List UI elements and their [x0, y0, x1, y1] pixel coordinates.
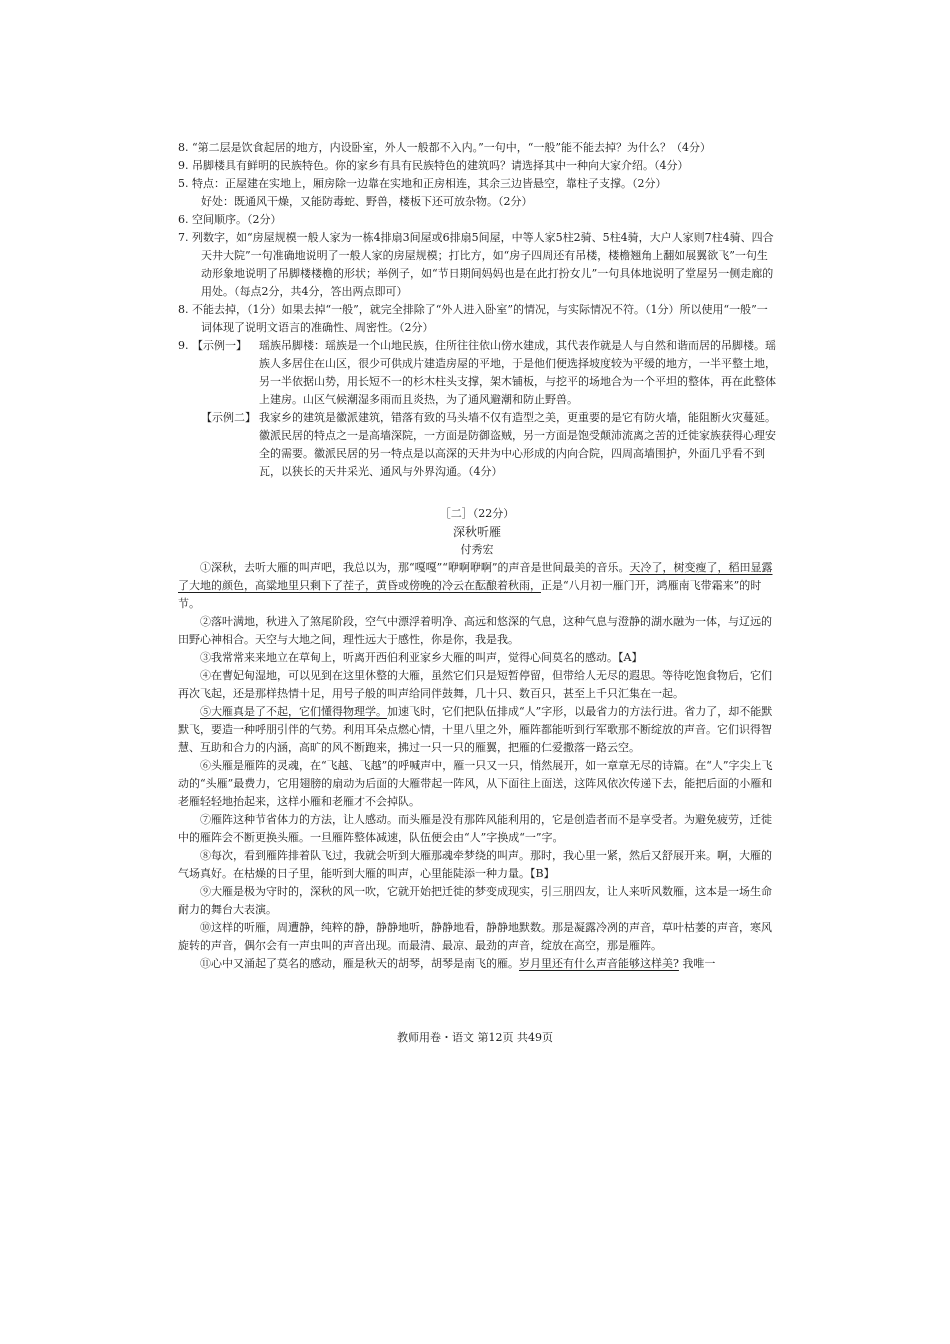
p11-text-a: ⑪心中又涌起了莫名的感动，雁是秋天的胡琴，胡琴是南飞的雁。	[200, 957, 519, 970]
example-2-body: 我家乡的建筑是徽派建筑，错落有致的马头墙不仅有造型之美，更重要的是它有防火墙，能阻断火灾蔓延。徽派民居的特点之一是高墙深院，一方面是防御盗贼，另一方面是饱受颠沛流离之苦的迁徙家族获得心理安全的需要。徽派民居的另一特点是以高深的天井为中心形成的内向合院，四周高墙围护，外面几乎看不到瓦，以狭长的天井采光、通风与外界沟通。（4分）	[259, 411, 776, 478]
answer-8: 8. 不能去掉，（1分）如果去掉“一般”，就完全排除了“外人进入卧室”的情况，与实际情况不符。（1分）所以使用“一般”一词体现了说明文语言的准确性、周密性。（2分）	[178, 303, 768, 334]
example-1-tag: 9. 【示例一】	[178, 339, 247, 352]
p11-underlined: 岁月里还有什么声音能够这样美?	[519, 957, 679, 970]
paragraph-10: ⑩这样的听雁，周遭静，纯粹的静，静静地听，静静地看，静静地默数。那是凝露冷冽的声音，草叶枯萎的声音，寒风旋转的声音，偶尔会有一声虫叫的声音出现。而最清、最凉、最劲的声音，绽放在高空，那是雁阵。	[178, 921, 772, 952]
answers-block	[178, 175, 776, 481]
answer-6: 6. 空间顺序。（2分）	[178, 213, 282, 226]
section-header: ［二］（22分）	[439, 507, 515, 520]
article-body	[178, 559, 776, 973]
paragraph-9: ⑨大雁是极为守时的，深秋的风一吹，它就开始把迁徙的梦变成现实，引三朋四友，让人来听风数雁，这本是一场生命耐力的舞台大表演。	[178, 885, 772, 916]
paragraph-11	[178, 955, 776, 973]
paragraph-1	[178, 559, 776, 613]
p11-text-b: 我唯一	[678, 957, 716, 970]
page-footer: 教师用卷・语文 第12页 共49页	[397, 1031, 553, 1044]
answer-9-example-2	[178, 409, 776, 481]
paragraph-4: ④在曹妃甸湿地，可以见到在这里休整的大雁，虽然它们只是短暂停留，但带给人无尽的遐思。等待吃饱食物后，它们再次飞起，还是那样热情十足，用号子般的叫声给同伴鼓舞，几十只、数百只，甚至上千只汇集在一起。	[178, 669, 772, 700]
paragraph-5	[178, 703, 776, 757]
paragraph-2: ②落叶满地，秋进入了煞尾阶段，空气中漂浮着明净、高远和悠深的气息，这种气息与澄静的湖水融为一体，与辽远的田野心神相合。天空与大地之间，理性远大于感性，你是你，我是我。	[178, 615, 772, 646]
p1-text-b: 正是“八月初一雁门开，鸿雁南飞带霜来”的时节。	[178, 579, 762, 610]
p1-text-a: ①深秋，去听大雁的叫声吧，我总以为，那“嘎嘎”“咿啊咿啊”的声音是世间最美的音乐。	[200, 561, 630, 574]
article-title: 深秋听雁	[452, 525, 501, 539]
example-1-body: 瑶族吊脚楼：瑶族是一个山地民族，住所往往依山傍水建成，其代表作就是人与自然和谐而居的吊脚楼。瑶族人多居住在山区，很少可供成片建造房屋的平地，于是他们便选择坡度较为平缓的地方，一半平整土地，另一半依据山势，用长短不一的杉木柱头支撑，架木铺板，与挖平的场地合为一个平坦的整体，再在此整体上建房。山区气候潮湿多雨而且炎热，为了通风避潮和防止野兽。	[259, 339, 776, 406]
answer-5-benefit: 好处：既通风干燥，又能防毒蛇、野兽，楼板下还可放杂物。（2分）	[201, 195, 533, 208]
answer-5-feature: 5. 特点：正屋建在实地上，厢房除一边靠在实地和正房相连，其余三边皆悬空，靠柱子支撑。（2分）	[178, 177, 667, 190]
article-author: 付秀宏	[460, 543, 494, 556]
answer-9-example-1	[178, 337, 776, 409]
answer-7: 7. 列数字，如“房屋规模一般人家为一栋4排扇3间屋或6排扇5间屋，中等人家5柱2骑、5柱4骑，大户人家则7柱4骑、四合天井大院”一句准确地说明了一般人家的房屋规模；打比方，如“房子四周还有吊楼，楼檐翘角上翻如展翼欲飞”一句生动形象地说明了吊脚楼楼檐的形状；举例子，如“节日期间妈妈也是在此打扮女儿”一句具体地说明了堂屋另一侧走廊的用处。（每点2分，共4分，答出两点即可）	[178, 231, 774, 298]
paragraph-8: ⑧每次，看到雁阵排着队飞过，我就会听到大雁那魂牵梦绕的叫声。那时，我心里一紧，然后又舒展开来。啊，大雁的气场真好。在枯燥的日子里，能听到大雁的叫声，心里能陡添一种力量。【B】	[178, 849, 772, 880]
paragraph-3: ③我常常来来地立在草甸上，听离开西伯利亚家乡大雁的叫声，觉得心间莫名的感动。【A】	[200, 651, 643, 664]
questions-block	[178, 139, 776, 175]
section-heading	[178, 505, 776, 559]
p5-underlined: ⑤大雁真是了不起，它们懂得物理学。	[200, 705, 387, 718]
paragraph-6: ⑥头雁是雁阵的灵魂，在“飞越、飞越”的呼喊声中，雁一只又一只，悄然展开，如一章章无尽的诗篇。在“人”字尖上飞动的“头雁”最费力，它用翅膀的扇动为后面的大雁带起一阵风，从下面往上面送，这阵风依次传递下去，能把后面的小雁和老雁轻轻地抬起来，这样小雁和老雁才不会掉队。	[178, 759, 773, 808]
question-9: 9. 吊脚楼具有鲜明的民族特色。你的家乡有具有民族特色的建筑吗？请选择其中一种向大家介绍。（4分）	[178, 159, 689, 172]
p1-underlined: 天冷了，树变瘦了，稻田显露了大地的颜色，高粱地里只剩下了茬子，黄昏或傍晚的冷云在酝酿着秋雨，	[178, 561, 773, 592]
p5-text: 加速飞时，它们把队伍排成“人”字形，以最省力的方法行进。省力了，却不能默默飞，要造一种呼朋引伴的气势。利用耳朵点燃心情，十里八里之外，雁阵都能听到行军歌那不断绽放的声音。它们识得智慧、互助和合力的内涵，高旷的风不断跑来，拂过一只一只的雁翼，把雁的仁爱撒落一路云空。	[178, 705, 773, 754]
example-2-tag: 【示例二】	[201, 411, 256, 424]
paragraph-7: ⑦雁阵这种节省体力的方法，让人感动。而头雁是没有那阵风能利用的，它是创造者而不是享受者。为避免疲劳，迁徙中的雁阵会不断更换头雁。一旦雁阵整体减速，队伍便会由“人”字换成“一”字。	[178, 813, 772, 844]
question-8: 8. “第二层是饮食起居的地方，内设卧室，外人一般都不入内。”一句中，“一般”能不能去掉？为什么？（4分）	[178, 141, 711, 154]
